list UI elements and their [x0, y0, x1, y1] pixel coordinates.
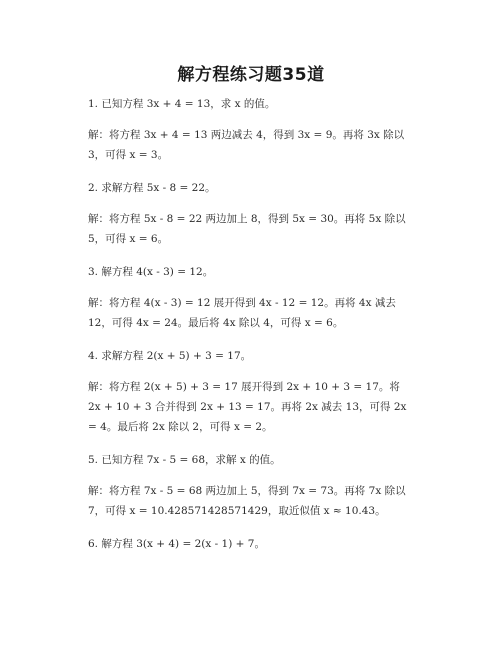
exercise-list [88, 94, 414, 565]
question-5: 5. 已知方程 7x - 5 = 68，求解 x 的值。 [88, 454, 281, 466]
question-2: 2. 求解方程 5x - 8 = 22。 [88, 182, 216, 194]
question-6: 6. 解方程 3(x + 4) = 2(x - 1) + 7。 [88, 538, 265, 550]
answer-4: 解：将方程 2(x + 5) + 3 = 17 展开得到 2x + 10 + 3 = 17。将 2x + 10 + 3 合并得到 2x + 13 = 17。再将 2x 减去 13，可得 2x = 4。最后将 2x 除以 2，可得 x = 2。 [88, 381, 407, 433]
question-1: 1. 已知方程 3x + 4 = 13，求 x 的值。 [88, 98, 276, 110]
answer-5: 解：将方程 7x - 5 = 68 两边加上 5，得到 7x = 73。再将 7x 除以 7，可得 x = 10.428571428571429，取近似值 x ≈ 10.43。 [88, 485, 406, 517]
answer-1: 解：将方程 3x + 4 = 13 两边减去 4，得到 3x = 9。再将 3x 除以 3，可得 x = 3。 [88, 129, 405, 161]
answer-3: 解：将方程 4(x - 3) = 12 展开得到 4x - 12 = 12。再将 4x 减去 12，可得 4x = 24。最后将 4x 除以 4，可得 x = 6。 [88, 297, 396, 329]
page-title: 解方程练习题35道 [177, 65, 325, 85]
question-4: 4. 求解方程 2(x + 5) + 3 = 17。 [88, 350, 252, 362]
answer-2: 解：将方程 5x - 8 = 22 两边加上 8，得到 5x = 30。再将 5x 除以 5，可得 x = 6。 [88, 213, 406, 245]
question-3: 3. 解方程 4(x - 3) = 12。 [88, 266, 214, 278]
